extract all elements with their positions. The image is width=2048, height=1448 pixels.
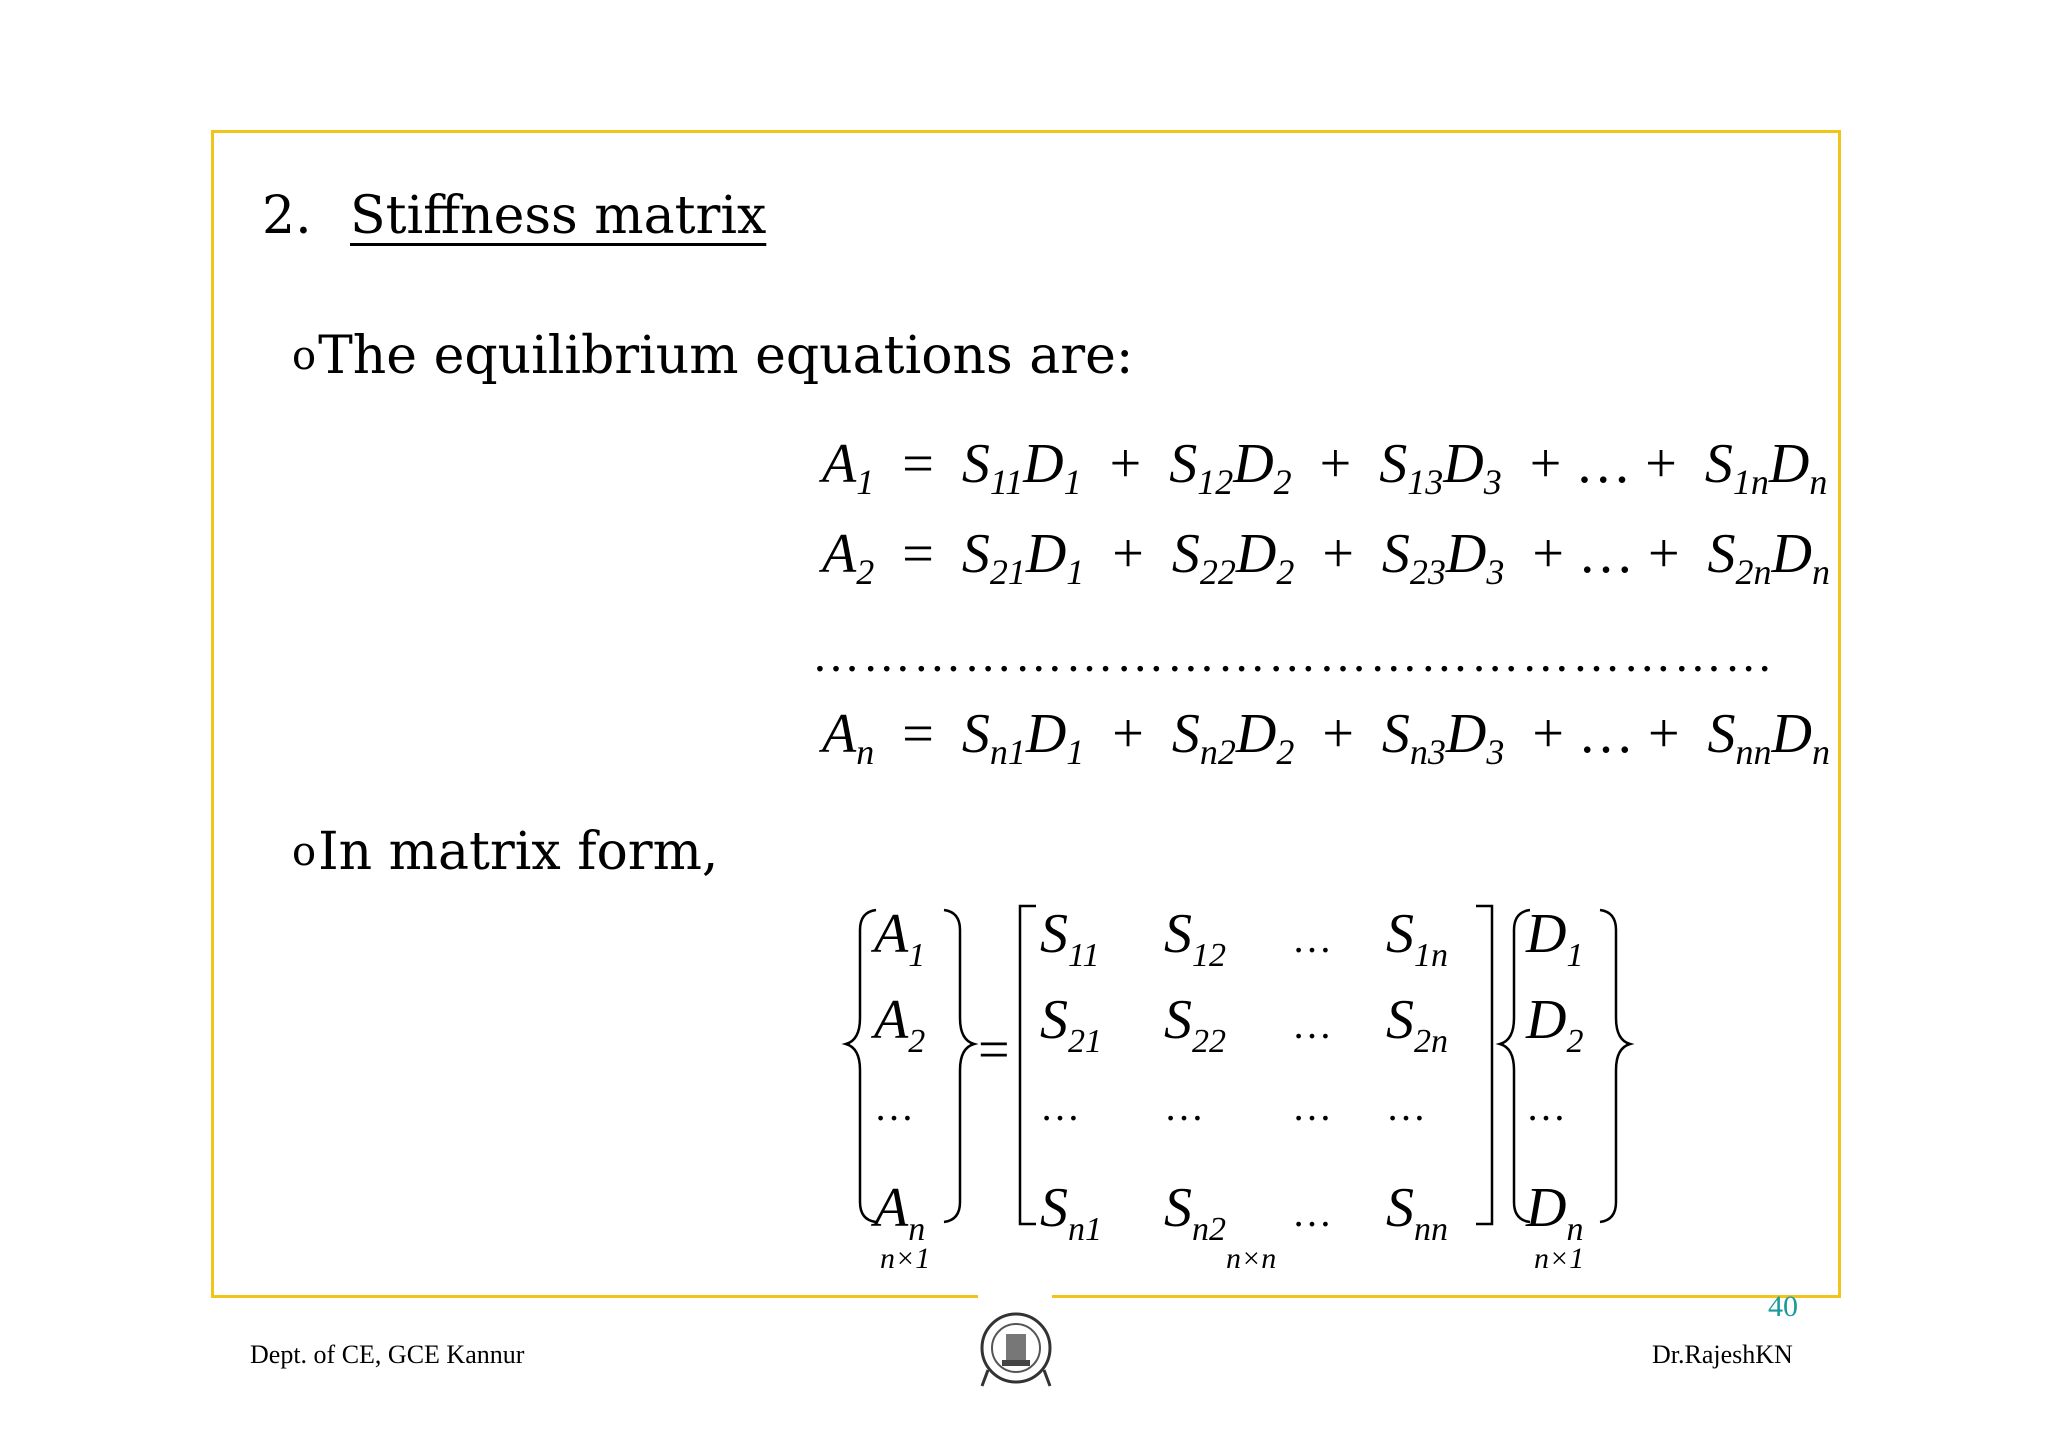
dim-A: n×1 bbox=[880, 1242, 931, 1275]
S-matrix-entry: $S_{21}$ bbox=[1040, 989, 1102, 1060]
S-matrix-entry: $S_{nn}$ bbox=[1386, 1177, 1448, 1248]
section-heading bbox=[262, 184, 766, 248]
right-brace-D bbox=[1600, 910, 1630, 1222]
S-matrix-entry: $S_{11}$ bbox=[1040, 903, 1100, 974]
equation-row-2: $A_2 = S_{21}D_1 + S_{22}D_2 + S_{23}D_3$ + … + $S_{2n}D_n$ bbox=[822, 523, 1830, 592]
left-brace-A bbox=[846, 910, 876, 1222]
bullet-text: In matrix form, bbox=[318, 822, 719, 882]
dim-D: n×1 bbox=[1534, 1242, 1585, 1275]
bullet-marker: o bbox=[292, 829, 317, 875]
S-matrix-entry: $S_{12}$ bbox=[1164, 903, 1226, 974]
D-vector-entry: $D_2$ bbox=[1526, 989, 1584, 1060]
section-number: 2. bbox=[262, 186, 312, 246]
D-vector-entry: $D_1$ bbox=[1526, 903, 1584, 974]
S-matrix-entry: $S_{n2}$ bbox=[1164, 1177, 1226, 1248]
A-vector-entry: … bbox=[874, 1084, 914, 1129]
S-matrix-entry: $S_{n1}$ bbox=[1040, 1177, 1102, 1248]
bullet-equilibrium bbox=[292, 324, 1133, 388]
S-matrix-entry: … bbox=[1040, 1084, 1080, 1129]
D-vector-entry: … bbox=[1526, 1084, 1566, 1129]
footer-author: Dr.RajeshKN bbox=[1652, 1340, 1793, 1369]
S-matrix-entry: … bbox=[1292, 1084, 1332, 1129]
right-bracket-S bbox=[1476, 906, 1492, 1224]
dim-S: n×n bbox=[1226, 1242, 1277, 1275]
S-matrix-entry: … bbox=[1386, 1084, 1426, 1129]
matrix-equation bbox=[840, 890, 1640, 1280]
page-number: 40 bbox=[1768, 1290, 1798, 1323]
S-matrix-entry: … bbox=[1292, 916, 1332, 961]
equals-sign: = bbox=[978, 1019, 1010, 1081]
equation-row-n: $A_n = S_{n1}D_1 + S_{n2}D_2 + S_{n3}D_3$ + … + $S_{nn}D_n$ bbox=[822, 703, 1830, 772]
bullet-matrix-form bbox=[292, 820, 718, 884]
D-vector-entry: $D_n$ bbox=[1526, 1177, 1584, 1248]
S-matrix-entry: $S_{22}$ bbox=[1164, 989, 1226, 1060]
S-matrix-entry: … bbox=[1292, 1002, 1332, 1047]
bullet-marker: o bbox=[292, 333, 317, 379]
A-vector-entry: $A_2$ bbox=[874, 989, 926, 1060]
S-matrix-entry: … bbox=[1292, 1190, 1332, 1235]
S-matrix-entry: … bbox=[1164, 1084, 1204, 1129]
left-bracket-S bbox=[1020, 906, 1036, 1224]
bullet-text: The equilibrium equations are: bbox=[318, 326, 1134, 386]
footer-dept: Dept. of CE, GCE Kannur bbox=[250, 1340, 525, 1369]
S-matrix-entry: $S_{1n}$ bbox=[1386, 903, 1448, 974]
section-title: Stiffness matrix bbox=[350, 186, 767, 246]
A-vector-entry: $A_1$ bbox=[874, 903, 926, 974]
college-seal-icon bbox=[974, 1300, 1058, 1396]
equation-row-1: $A_1 = S_{11}D_1 + S_{12}D_2 + S_{13}D_3$ + … + $S_{1n}D_n$ bbox=[822, 433, 1828, 502]
A-vector-entry: $A_n$ bbox=[874, 1177, 926, 1248]
equation-ellipsis-row: ………………………………………………… bbox=[812, 629, 1776, 682]
right-brace-A bbox=[944, 910, 974, 1222]
S-matrix-entry: $S_{2n}$ bbox=[1386, 989, 1448, 1060]
